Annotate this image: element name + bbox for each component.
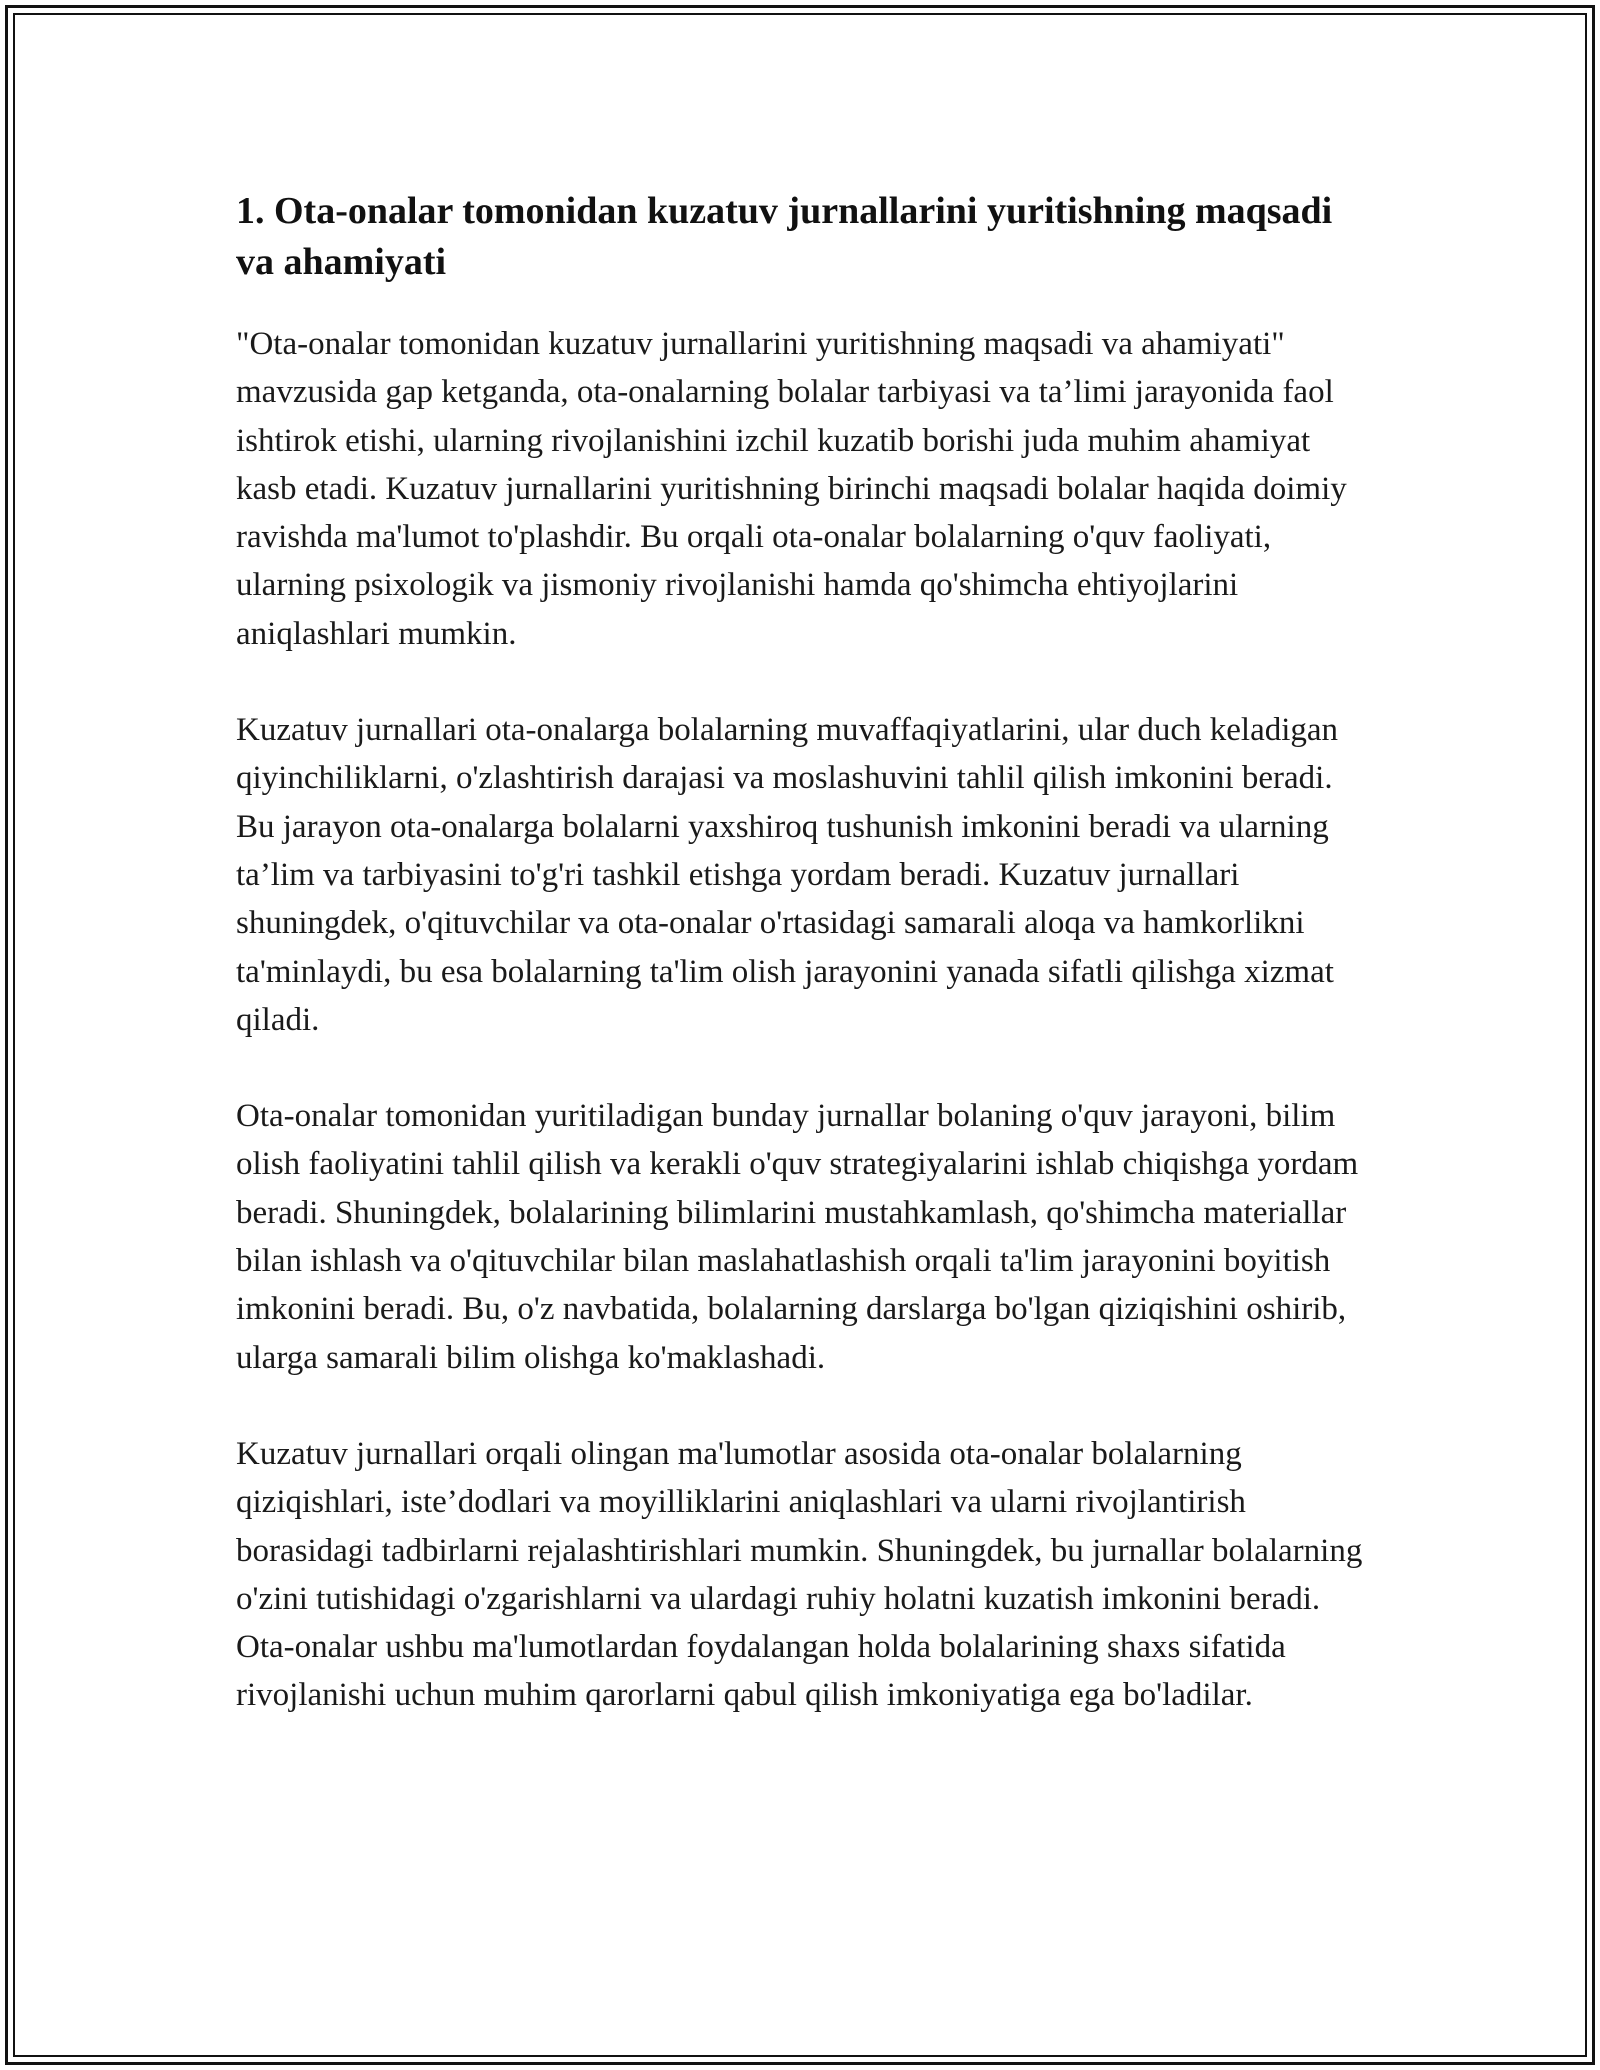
document-body (236, 186, 1376, 1768)
paragraph-2: Kuzatuv jurnallari ota-onalarga bolalarning muvaffaqiyatlarini, ular duch keladigan qiyinchiliklarni, o'zlashtirish darajasi va moslashuvini tahlil qilish imkonini beradi. Bu jarayon ota-onalarga bolalarni yaxshiroq tushunish imkonini beradi va ularning ta’lim va tarbiyasini to'g'ri tashkil etishga yordam beradi. Kuzatuv jurnallari shuningdek, o'qituvchilar va ota-onalar o'rtasidagi samarali aloqa va hamkorlikni ta'minlaydi, bu esa bolalarning ta'lim olish jarayonini yanada sifatli qilishga xizmat qiladi. (236, 712, 1339, 1038)
paragraph-1: "Ota-onalar tomonidan kuzatuv jurnallarini yuritishning maqsadi va ahamiyati" mavzusida gap ketganda, ota-onalarning bolalar tarbiyasi va ta’limi jarayonida faol ishtirok etishi, ularning rivojlanishini izchil kuzatib borishi juda muhim ahamiyat kasb etadi. Kuzatuv jurnallarini yuritishning birinchi maqsadi bolalar haqida doimiy ravishda ma'lumot to'plashdir. Bu orqali ota-onalar bolalarning o'quv faoliyati, ularning psixologik va jismoniy rivojlanishi hamda qo'shimcha ehtiyojlarini aniqlashlari mumkin. (236, 326, 1347, 652)
paragraph-4: Kuzatuv jurnallari orqali olingan ma'lumotlar asosida ota-onalar bolalarning qiziqishlari, iste’dodlari va moyilliklarini aniqlashlari va ularni rivojlantirish borasidagi tadbirlarni rejalashtirishlari mumkin. Shuningdek, bu jurnallar bolalarning o'zini tutishidagi o'zgarishlarni va ulardagi ruhiy holatni kuzatish imkonini beradi. Ota-onalar ushbu ma'lumotlardan foydalangan holda bolalarining shaxs sifatida rivojlanishi uchun muhim qarorlarni qabul qilish imkoniyatiga ega bo'ladilar. (236, 1435, 1363, 1714)
paragraph-3: Ota-onalar tomonidan yuritiladigan bunday jurnallar bolaning o'quv jarayoni, bilim olish faoliyatini tahlil qilish va kerakli o'quv strategiyalarini ishlab chiqishga yordam beradi. Shuningdek, bolalarining bilimlarini mustahkamlash, qo'shimcha materiallar bilan ishlash va o'qituvchilar bilan maslahatlashish orqali ta'lim jarayonini boyitish imkonini beradi. Bu, o'z navbatida, bolalarning darslarga bo'lgan qiziqishini oshirib, ularga samarali bilim olishga ko'maklashadi. (236, 1098, 1359, 1376)
document-title: 1. Ota-onalar tomonidan kuzatuv jurnallarini yuritishning maqsadi va ahamiyati (236, 190, 1333, 283)
